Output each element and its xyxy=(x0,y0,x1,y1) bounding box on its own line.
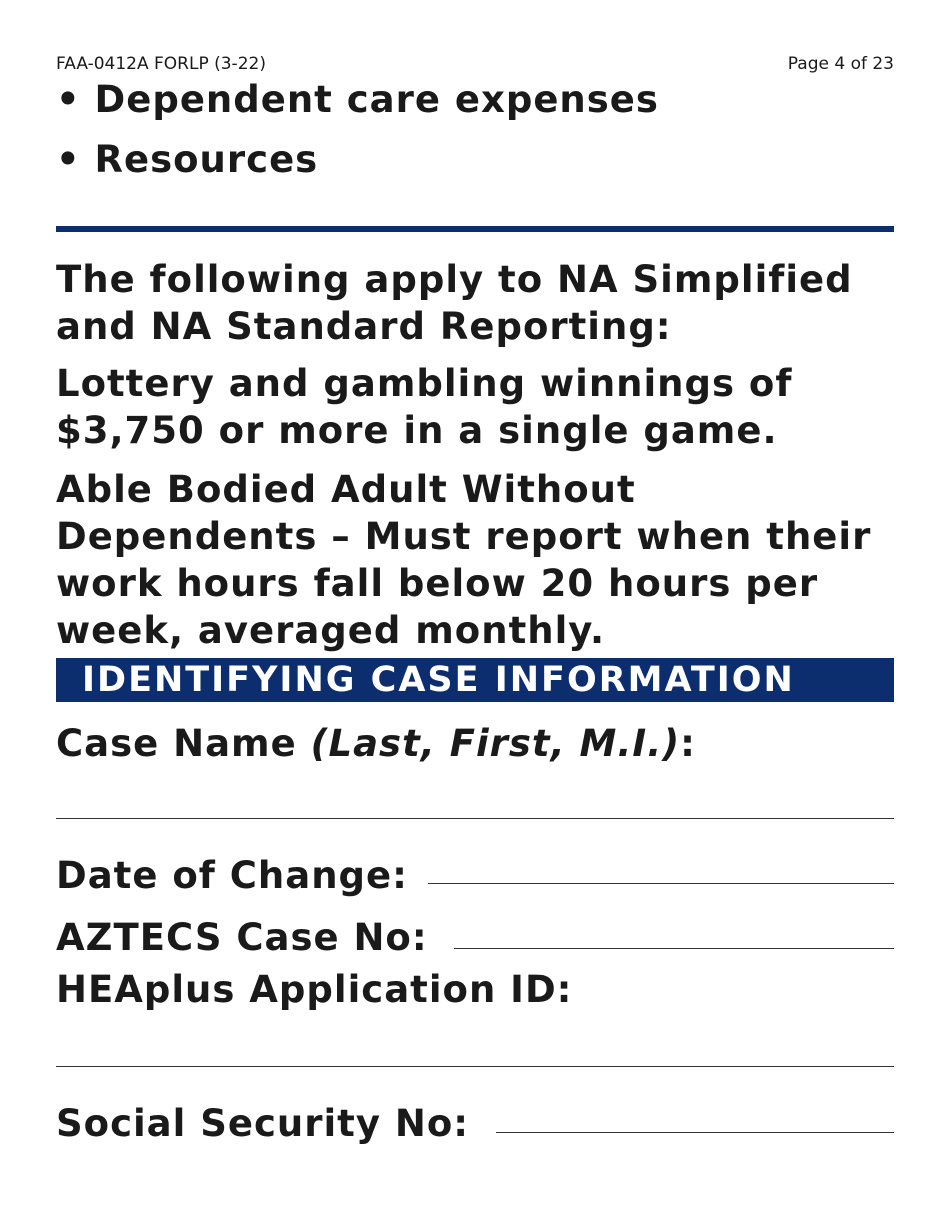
paragraph: Able Bodied Adult Without Dependents – Must report when their work hours fall below 20 hours per week, averaged monthly. xyxy=(56,468,872,652)
paragraph: Lottery and gambling winnings of $3,750 or more in a single game. xyxy=(56,362,793,452)
case-name-label xyxy=(56,720,696,767)
label-colon: : xyxy=(680,722,696,765)
aztecs-field[interactable] xyxy=(454,948,894,949)
case-name-field[interactable] xyxy=(56,818,894,819)
date-of-change-field[interactable] xyxy=(428,883,894,884)
bullet-text: Dependent care expenses xyxy=(94,78,659,121)
form-id: FAA-0412A FORLP (3-22) xyxy=(56,54,266,74)
heaplus-field[interactable] xyxy=(56,1066,894,1067)
bullet-item: • Dependent care expenses xyxy=(56,78,659,121)
divider xyxy=(56,226,894,232)
bullet-text: Resources xyxy=(94,138,319,181)
aztecs-label: AZTECS Case No: xyxy=(56,916,428,959)
section-title: IDENTIFYING CASE INFORMATION xyxy=(56,658,894,702)
label-text: Case Name xyxy=(56,722,311,765)
bullet-item: • Resources xyxy=(56,138,319,181)
label-hint: (Last, First, M.I.) xyxy=(310,722,681,765)
ssn-field[interactable] xyxy=(496,1132,894,1133)
ssn-label: Social Security No: xyxy=(56,1102,470,1145)
date-of-change-label: Date of Change: xyxy=(56,854,408,897)
paragraph: The following apply to NA Simplified and NA Standard Reporting: xyxy=(56,258,853,348)
page-number: Page 4 of 23 xyxy=(787,54,894,74)
heaplus-label: HEAplus Application ID: xyxy=(56,968,573,1011)
